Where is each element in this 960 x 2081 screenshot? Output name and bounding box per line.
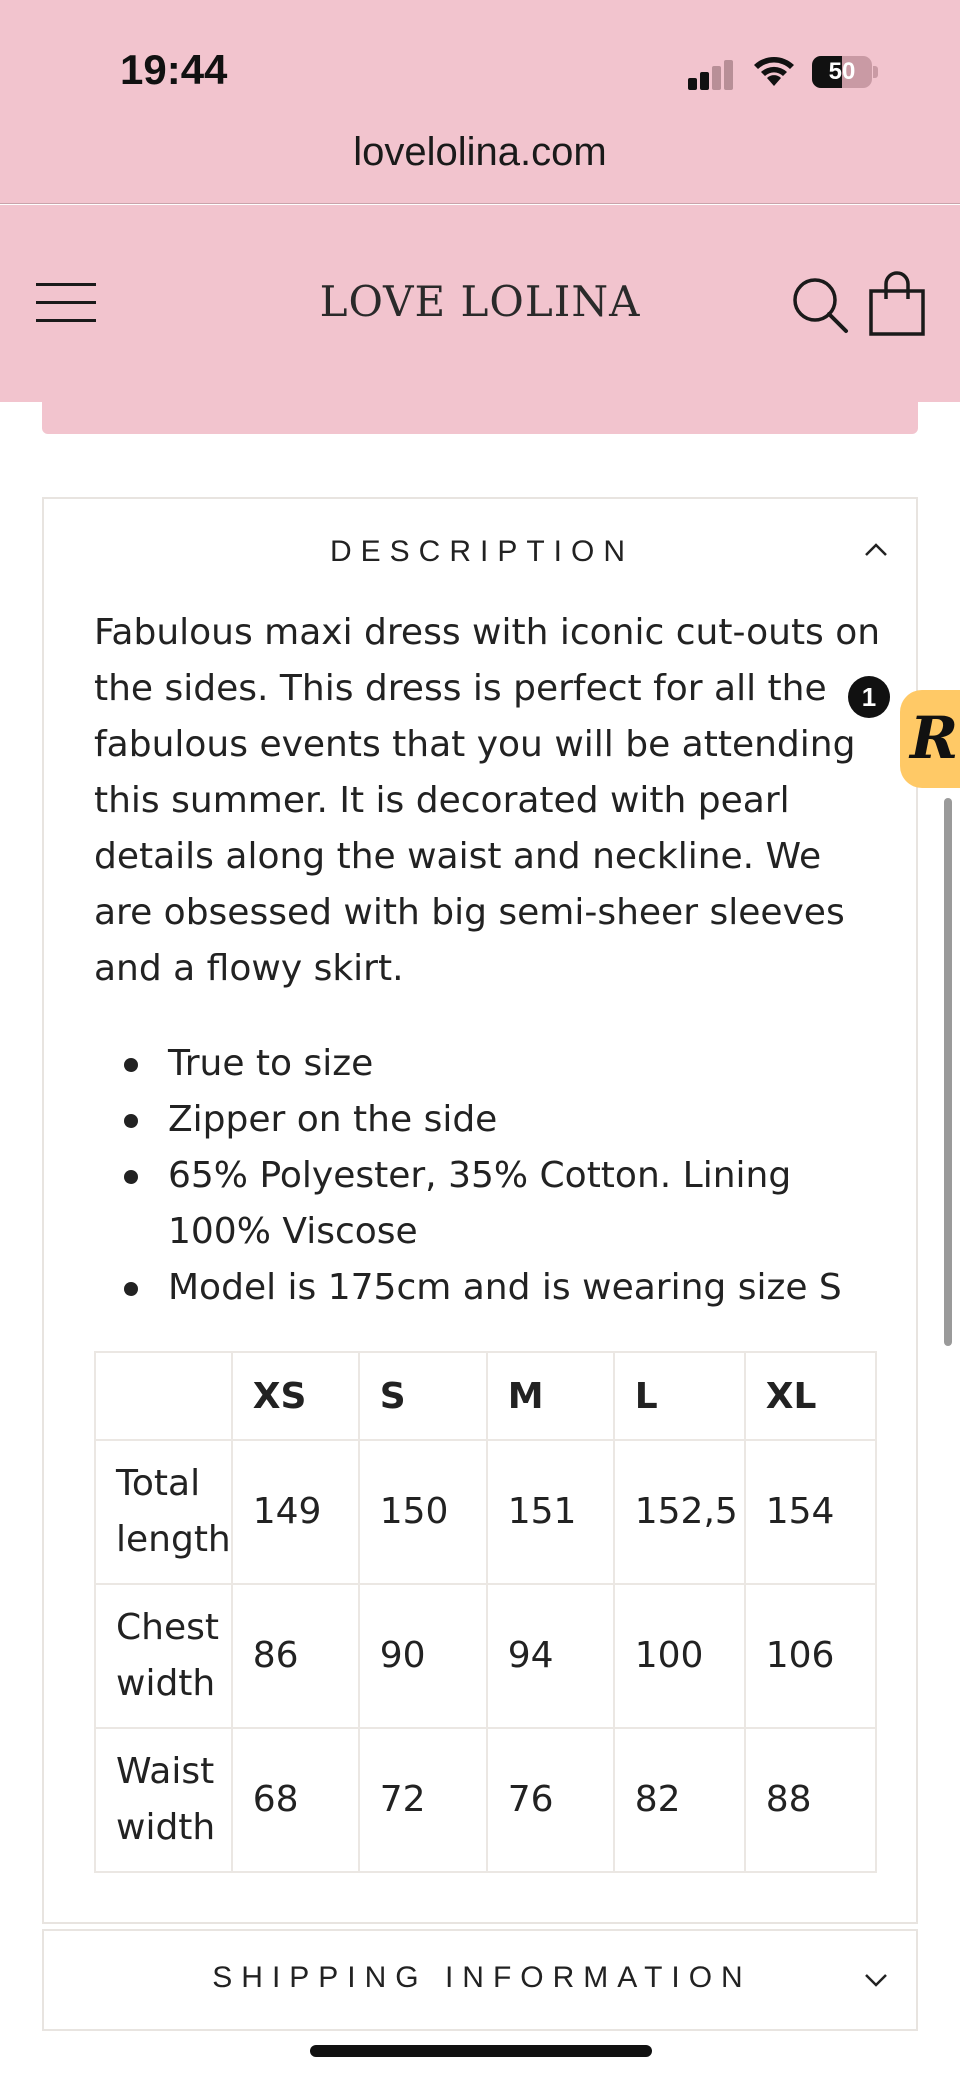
battery-icon [812, 56, 878, 88]
status-bar [0, 0, 960, 110]
rewards-widget-button[interactable] [900, 690, 960, 788]
table-header-cell [95, 1352, 232, 1440]
browser-url-bar[interactable] [0, 110, 960, 204]
chevron-up-icon[interactable] [864, 543, 888, 557]
table-cell: 152,5 [614, 1440, 745, 1584]
site-header [0, 205, 960, 402]
brand-logo[interactable]: LOVE LOLINA [319, 277, 641, 326]
size-chart-table [94, 1351, 877, 1873]
list-item: Zipper on the side [94, 1092, 884, 1148]
table-cell: 151 [487, 1440, 614, 1584]
add-to-cart-strip [42, 402, 918, 434]
description-text: Fabulous maxi dress with iconic cut-outs on the sides. This dress is perfect for all the fabulous events that you will be attending this summer. It is decorated with pearl details along the waist and neckline. We are obsessed with big semi-sheer sleeves and a flowy skirt. [94, 612, 881, 989]
table-cell: 82 [614, 1728, 745, 1872]
table-row [95, 1728, 876, 1872]
chevron-down-icon[interactable] [864, 1973, 888, 1987]
rewards-logo-icon: R [910, 704, 959, 772]
table-cell: 90 [359, 1584, 487, 1728]
table-cell: 86 [232, 1584, 359, 1728]
description-accordion [42, 497, 918, 1924]
row-label: Total length [95, 1440, 232, 1584]
table-header-cell: L [614, 1352, 745, 1440]
table-cell: 149 [232, 1440, 359, 1584]
table-cell: 88 [745, 1728, 876, 1872]
shipping-title[interactable]: SHIPPING INFORMATION [212, 1961, 752, 1994]
table-row [95, 1584, 876, 1728]
table-cell: 94 [487, 1584, 614, 1728]
shipping-accordion[interactable] [42, 1929, 918, 2031]
search-icon[interactable] [790, 275, 850, 335]
page-scrollbar[interactable] [944, 798, 952, 1346]
table-cell: 150 [359, 1440, 487, 1584]
list-item: 65% Polyester, 35% Cotton. Lining 100% Viscose [94, 1148, 884, 1260]
table-header-cell: M [487, 1352, 614, 1440]
status-time: 19:44 [120, 46, 228, 93]
table-header-cell: S [359, 1352, 487, 1440]
table-cell: 106 [745, 1584, 876, 1728]
table-cell: 68 [232, 1728, 359, 1872]
url-text[interactable]: lovelolina.com [353, 130, 607, 174]
feature-list [94, 1036, 884, 1316]
table-cell: 100 [614, 1584, 745, 1728]
table-cell: 72 [359, 1728, 487, 1872]
shopping-bag-icon[interactable] [868, 271, 926, 337]
home-indicator[interactable] [310, 2045, 652, 2057]
row-label: Waist width [95, 1728, 232, 1872]
table-row [95, 1440, 876, 1584]
battery-level: 50 [828, 58, 856, 85]
row-label: Chest width [95, 1584, 232, 1728]
table-header-cell: XS [232, 1352, 359, 1440]
table-cell: 76 [487, 1728, 614, 1872]
table-header-row [95, 1352, 876, 1440]
list-item: Model is 175cm and is wearing size S [94, 1260, 884, 1316]
description-title[interactable]: DESCRIPTION [329, 535, 635, 568]
list-item: True to size [94, 1036, 884, 1092]
wifi-icon [752, 54, 796, 88]
table-header-cell: XL [745, 1352, 876, 1440]
cellular-signal-icon [688, 60, 736, 90]
rewards-notification-badge: 1 [848, 676, 890, 718]
table-cell: 154 [745, 1440, 876, 1584]
